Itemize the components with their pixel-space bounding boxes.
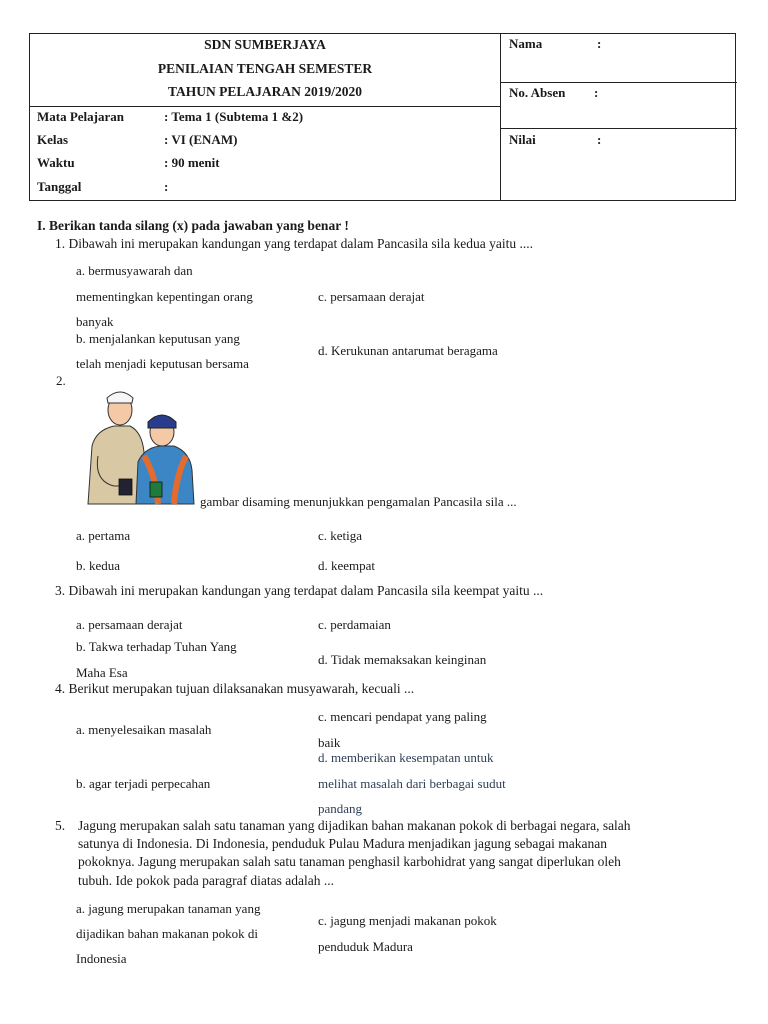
option-2b: b. kedua: [76, 558, 121, 573]
nilai-label: Nilai: [509, 132, 536, 147]
nilai-colon: :: [597, 132, 602, 147]
option-4b: b. agar terjadi perpecahan: [76, 776, 211, 791]
option-1a: a. bermusyawarah dan: [76, 263, 193, 278]
absen-label: No. Absen: [509, 85, 566, 100]
option-5a: a. jagung merupakan tanaman yang: [76, 901, 261, 916]
option-3c: c. perdamaian: [318, 617, 391, 632]
option-4c: baik: [318, 735, 341, 750]
field-value: : 90 menit: [164, 155, 220, 170]
absen-colon: :: [594, 85, 599, 100]
field-label: Waktu: [37, 155, 75, 170]
name-label: Nama: [509, 36, 543, 51]
option-1b: telah menjadi keputusan bersama: [76, 356, 249, 371]
question-5-text: satunya di Indonesia. Di Indonesia, penduduk Pulau Madura menjadikan jagung sebagai makanan: [78, 836, 607, 851]
option-5a: Indonesia: [76, 951, 127, 966]
option-1a: mementingkan kepentingan orang: [76, 289, 253, 304]
option-5c: penduduk Madura: [318, 939, 413, 954]
question-2-number: 2.: [56, 373, 66, 388]
option-3b: Maha Esa: [76, 665, 128, 680]
header-rule: [500, 128, 737, 129]
field-value: : Tema 1 (Subtema 1 &2): [164, 109, 304, 124]
option-1c: c. persamaan derajat: [318, 289, 425, 304]
field-value: :: [164, 179, 169, 194]
question-5-number: 5.: [55, 818, 66, 833]
question-5-text: pokoknya. Jagung merupakan salah satu tanaman penghasil karbohidrat yang sangat diperlukan oleh: [78, 854, 621, 869]
option-4c: c. mencari pendapat yang paling: [318, 709, 487, 724]
illustration-father-son: [78, 386, 196, 508]
option-5a: dijadikan bahan makanan pokok di: [76, 926, 258, 941]
school-name: SDN SUMBERJAYA: [204, 37, 326, 52]
header-rule: [30, 106, 500, 107]
question-4: 4. Berikut merupakan tujuan dilaksanakan musyawarah, kecuali ...: [55, 681, 415, 696]
question-5-text: Jagung merupakan salah satu tanaman yang dijadikan bahan makanan pokok di berbagai negara, salah: [78, 818, 631, 833]
field-label: Tanggal: [37, 179, 82, 194]
header-divider: [500, 34, 501, 200]
field-label: Kelas: [37, 132, 69, 147]
option-1d: d. Kerukunan antarumat beragama: [318, 343, 498, 358]
option-4d: pandang: [318, 801, 363, 816]
option-2d: d. keempat: [318, 558, 376, 573]
option-3d: d. Tidak memaksakan keinginan: [318, 652, 487, 667]
question-3: 3. Dibawah ini merupakan kandungan yang terdapat dalam Pancasila sila keempat yaitu ...: [55, 583, 544, 598]
option-1b: b. menjalankan keputusan yang: [76, 331, 240, 346]
name-colon: :: [597, 36, 602, 51]
school-year: TAHUN PELAJARAN 2019/2020: [167, 84, 362, 99]
option-4d: melihat masalah dari berbagai sudut: [318, 776, 506, 791]
option-5c: c. jagung menjadi makanan pokok: [318, 913, 497, 928]
option-2a: a. pertama: [76, 528, 131, 543]
header-rule: [500, 82, 737, 83]
exam-title: PENILAIAN TENGAH SEMESTER: [157, 61, 373, 76]
option-4d: d. memberikan kesempatan untuk: [318, 750, 494, 765]
field-value: : VI (ENAM): [164, 132, 238, 147]
option-1a: banyak: [76, 314, 114, 329]
field-label: Mata Pelajaran: [37, 109, 125, 124]
header-box: [29, 33, 736, 201]
option-2c: c. ketiga: [318, 528, 363, 543]
question-5-text: tubuh. Ide pokok pada paragraf diatas adalah ...: [78, 873, 335, 888]
question-2-caption: gambar disaming menunjukkan pengamalan Pancasila sila ...: [200, 494, 517, 509]
option-3a: a. persamaan derajat: [76, 617, 183, 632]
option-3b: b. Takwa terhadap Tuhan Yang: [76, 639, 237, 654]
option-4a: a. menyelesaikan masalah: [76, 722, 212, 737]
section-title: I. Berikan tanda silang (x) pada jawaban yang benar !: [37, 218, 349, 233]
question-1: 1. Dibawah ini merupakan kandungan yang terdapat dalam Pancasila sila kedua yaitu ....: [55, 236, 533, 251]
